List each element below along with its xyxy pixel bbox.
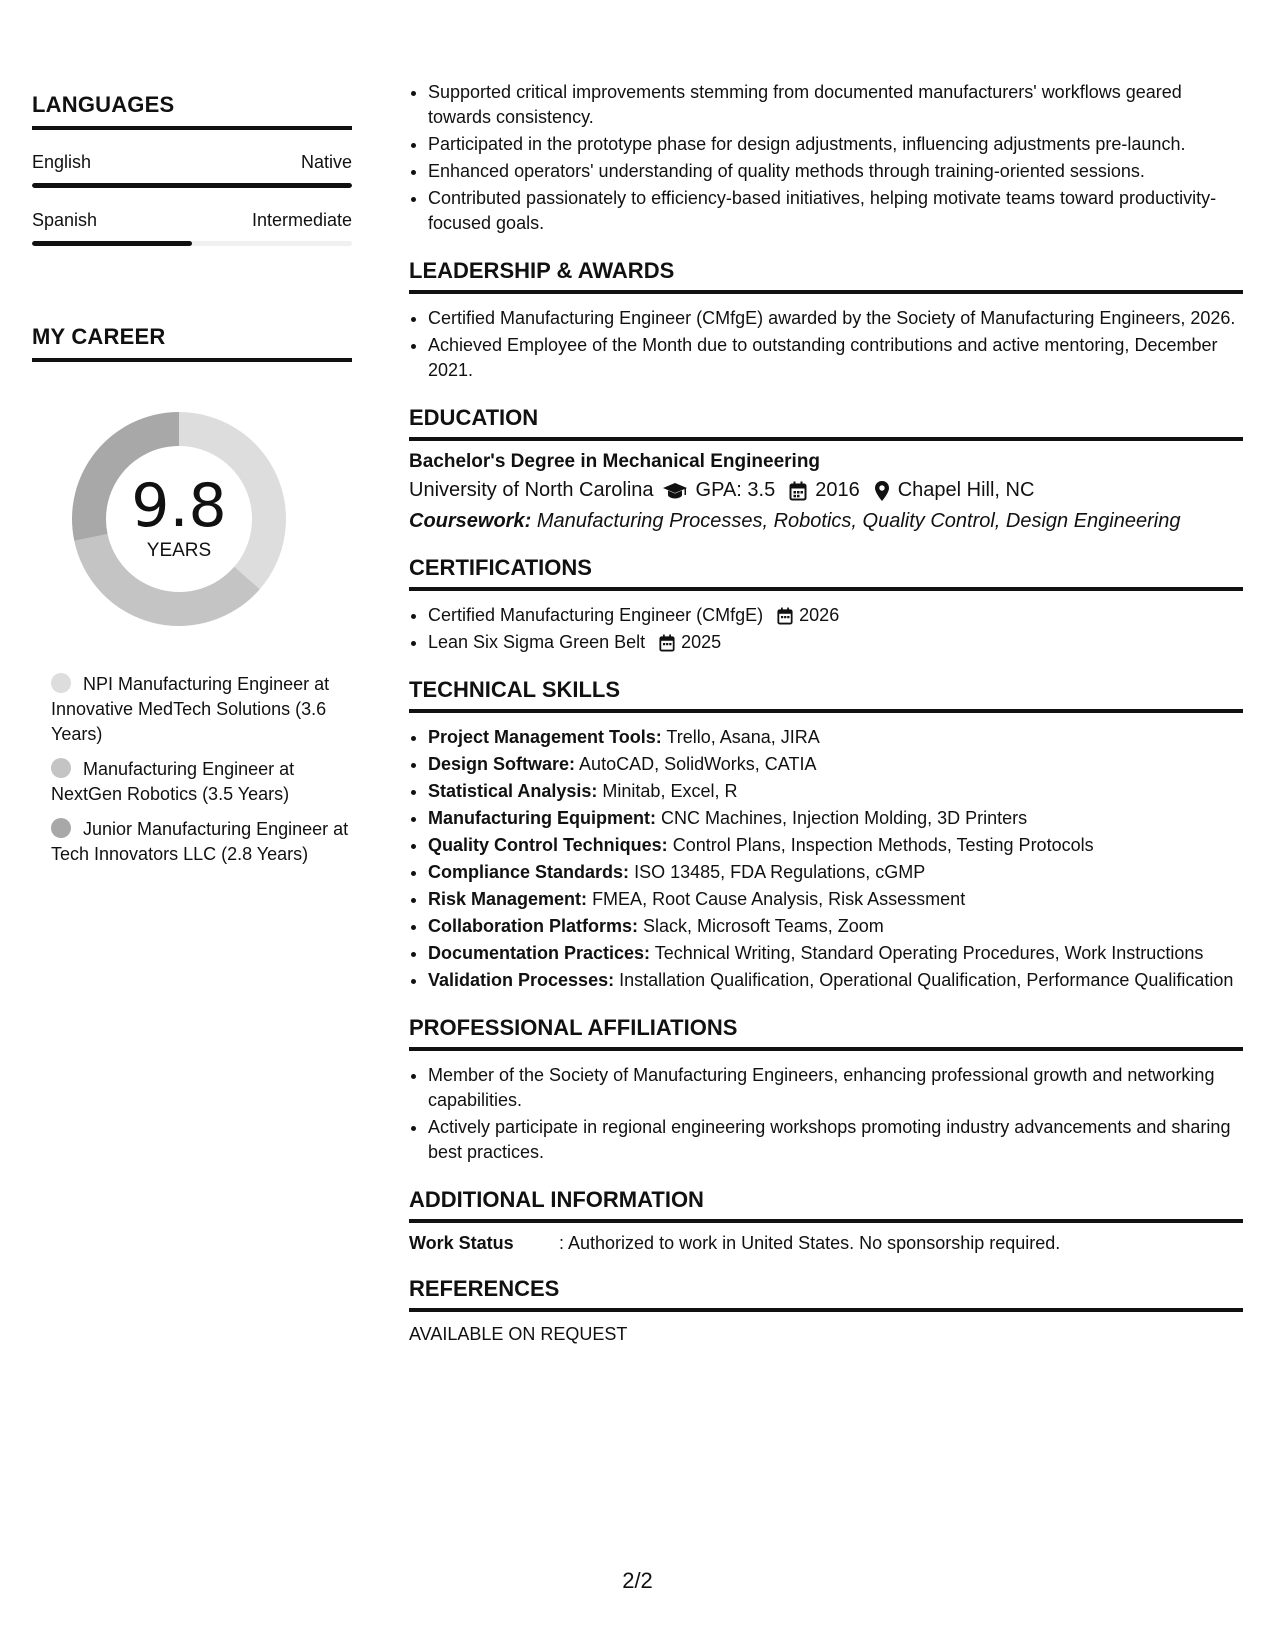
list-item: • Validation Processes: Installation Qualification, Operational Qualification, Performance Qualification	[428, 968, 1243, 993]
career-legend-item: Manufacturing Engineer at NextGen Robotics (3.5 Years)	[51, 759, 295, 804]
skills-list	[409, 725, 1243, 993]
language-name: English	[32, 152, 92, 172]
graduation-year: 2016	[815, 479, 860, 501]
career-legend-item: NPI Manufacturing Engineer at Innovative MedTech Solutions (3.6 Years)	[51, 674, 330, 744]
education-location: Chapel Hill, NC	[897, 479, 1035, 501]
coursework	[409, 510, 1243, 533]
language-level: Intermediate	[251, 210, 352, 230]
list-item: • Statistical Analysis: Minitab, Excel, R	[428, 779, 1243, 804]
career-heading: MY CAREER	[32, 324, 352, 362]
work-status-label: Work Status	[409, 1233, 514, 1253]
list-item: • Member of the Society of Manufacturing Engineers, enhancing professional growth and networking capabilities.	[428, 1063, 1243, 1113]
list-item: • Documentation Practices: Technical Writing, Standard Operating Procedures, Work Instructions	[428, 941, 1243, 966]
list-item: • Achieved Employee of the Month due to outstanding contributions and active mentoring, December 2021.	[428, 333, 1243, 383]
work-status-value: : Authorized to work in United States. No sponsorship required.	[559, 1233, 1061, 1253]
language-proficiency-fill	[32, 241, 192, 246]
list-item: • Design Software: AutoCAD, SolidWorks, CATIA	[428, 752, 1243, 777]
school-name: University of North Carolina	[409, 479, 654, 501]
list-item: • Project Management Tools: Trello, Asana, JIRA	[428, 725, 1243, 750]
list-item: • Collaboration Platforms: Slack, Microsoft Teams, Zoom	[428, 914, 1243, 939]
list-item	[428, 630, 1243, 655]
experience-bullets	[409, 80, 1243, 236]
certification-name: • Certified Manufacturing Engineer (CMfgE)	[428, 605, 764, 625]
graduation-cap-icon	[662, 481, 688, 501]
list-item: • Enhanced operators' understanding of quality methods through training-oriented sessions.	[428, 159, 1243, 184]
list-item: • Compliance Standards: ISO 13485, FDA Regulations, cGMP	[428, 860, 1243, 885]
career-total-years: 9.8	[131, 471, 227, 541]
language-name: Spanish	[32, 210, 98, 230]
coursework-list: Manufacturing Processes, Robotics, Quality Control, Design Engineering	[536, 510, 1181, 532]
language-item	[32, 152, 352, 188]
languages-heading: LANGUAGES	[32, 92, 352, 130]
language-proficiency-bar	[32, 241, 352, 246]
certifications-list	[409, 603, 1243, 655]
list-item: • Certified Manufacturing Engineer (CMfgE) awarded by the Society of Manufacturing Engineers, 2026.	[428, 306, 1243, 331]
legend-dot-icon	[51, 758, 71, 778]
skills-heading: TECHNICAL SKILLS	[409, 677, 1243, 713]
affiliations-list	[409, 1063, 1243, 1165]
list-item: • Actively participate in regional engineering workshops promoting industry advancements and sharing best practices.	[428, 1115, 1243, 1165]
language-proficiency-bar	[32, 183, 352, 188]
legend-dot-icon	[51, 673, 71, 693]
certifications-heading: CERTIFICATIONS	[409, 555, 1243, 591]
leadership-list	[409, 306, 1243, 383]
list-item: • Contributed passionately to efficiency-based initiatives, helping motivate teams toward productivity-focused goals.	[428, 186, 1243, 236]
calendar-icon	[789, 481, 807, 501]
calendar-icon	[659, 634, 675, 652]
degree-title: Bachelor's Degree in Mechanical Engineering	[409, 451, 821, 472]
calendar-icon	[777, 607, 793, 625]
education-details	[409, 479, 1243, 502]
career-legend-item: Junior Manufacturing Engineer at Tech Innovators LLC (2.8 Years)	[51, 819, 349, 864]
page-number: 2/2	[622, 1568, 653, 1593]
education-heading: EDUCATION	[409, 405, 1243, 441]
leadership-heading: LEADERSHIP & AWARDS	[409, 258, 1243, 294]
list-item	[428, 603, 1243, 628]
language-item	[32, 210, 352, 246]
additional-info-heading: ADDITIONAL INFORMATION	[409, 1187, 1243, 1223]
legend-dot-icon	[51, 818, 71, 838]
certification-year: 2026	[799, 605, 840, 625]
certification-year: 2025	[681, 632, 722, 652]
career-legend	[51, 672, 352, 867]
career-years-unit: YEARS	[146, 540, 212, 561]
main-content	[409, 80, 1243, 1345]
references-heading: REFERENCES	[409, 1276, 1243, 1312]
work-status-row	[409, 1233, 1243, 1254]
language-level: Native	[300, 152, 352, 172]
map-pin-icon	[874, 480, 890, 502]
list-item: • Manufacturing Equipment: CNC Machines, Injection Molding, 3D Printers	[428, 806, 1243, 831]
sidebar	[32, 92, 352, 877]
affiliations-heading: PROFESSIONAL AFFILIATIONS	[409, 1015, 1243, 1051]
gpa: GPA: 3.5	[695, 479, 776, 501]
list-item: • Quality Control Techniques: Control Plans, Inspection Methods, Testing Protocols	[428, 833, 1243, 858]
list-item: • Participated in the prototype phase for design adjustments, influencing adjustments pre-launch.	[428, 132, 1243, 157]
list-item: • Supported critical improvements stemming from documented manufacturers' workflows geared towards consistency.	[428, 80, 1243, 130]
certification-name: • Lean Six Sigma Green Belt	[428, 632, 646, 652]
career-donut-chart	[64, 404, 294, 634]
language-proficiency-fill	[32, 183, 352, 188]
references-text: AVAILABLE ON REQUEST	[409, 1324, 628, 1344]
list-item: • Risk Management: FMEA, Root Cause Analysis, Risk Assessment	[428, 887, 1243, 912]
coursework-label: Coursework:	[409, 510, 532, 532]
